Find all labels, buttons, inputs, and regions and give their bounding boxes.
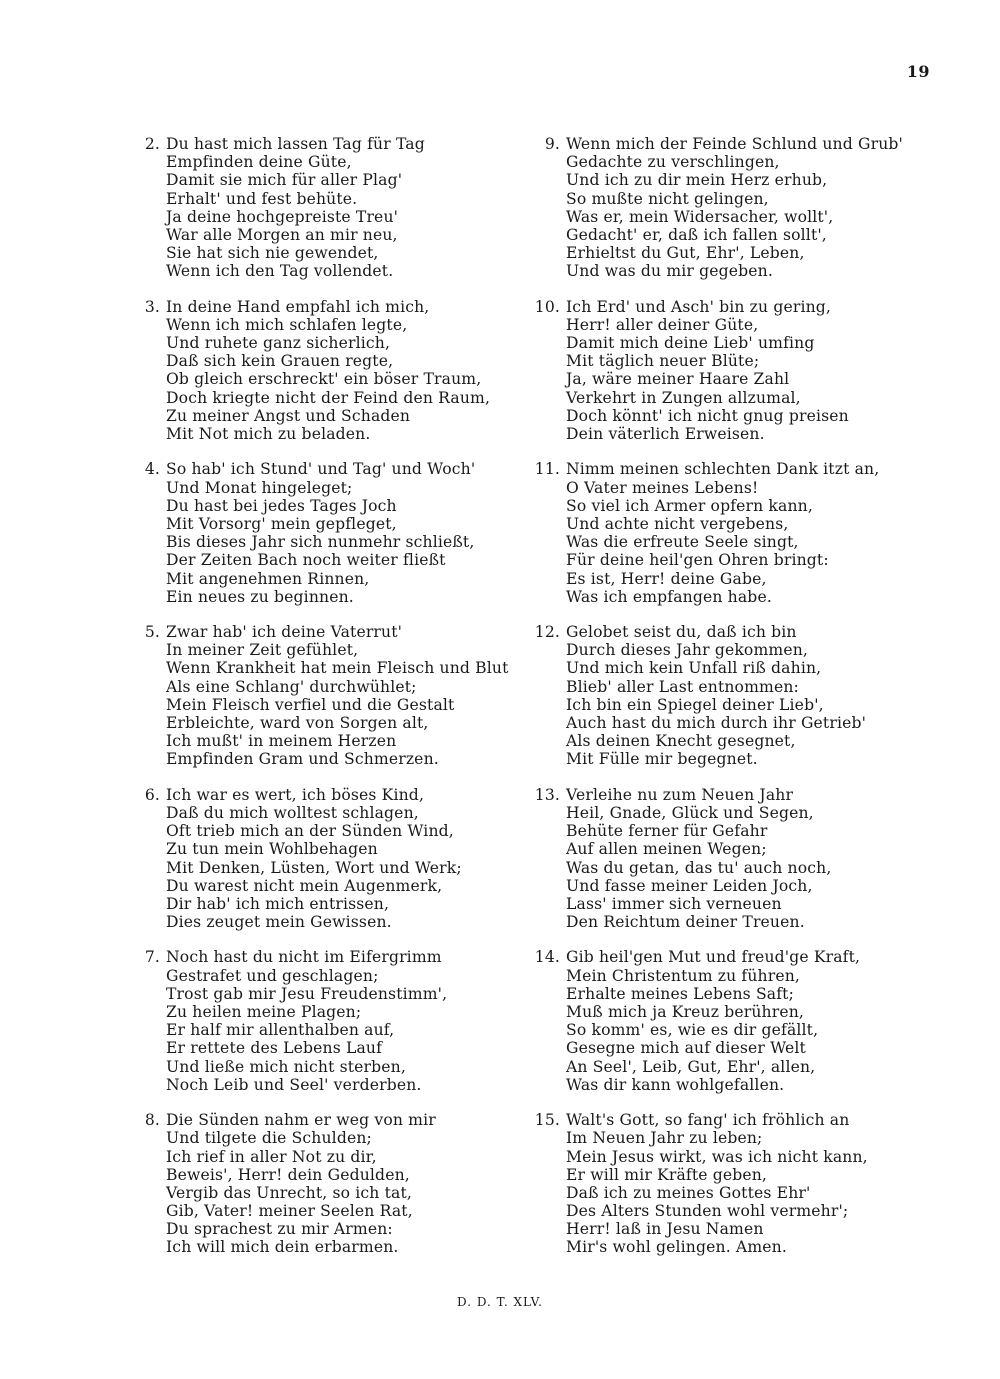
verse-line	[130, 877, 490, 895]
verse-text: So viel ich Armer opfern kann,	[566, 496, 813, 515]
verse-line	[530, 1003, 890, 1021]
verse-text: Du hast mich lassen Tag für Tag	[166, 135, 425, 153]
verse-line	[130, 352, 490, 370]
stanza	[530, 1111, 890, 1257]
verse-text: Und Monat hingeleget;	[166, 478, 353, 497]
verse-text: Du warest nicht mein Augenmerk,	[166, 876, 443, 895]
verse-line	[130, 497, 490, 515]
stanza-number: 15.	[534, 1111, 560, 1130]
verse-text: Wenn mich der Feinde Schlund und Grub'	[566, 135, 903, 153]
verse-text: Was die erfreute Seele singt,	[566, 533, 799, 552]
verse-line	[530, 948, 890, 966]
verse-text: Daß du mich wolltest schlagen,	[166, 803, 419, 822]
verse-text: Ich war es wert, ich böses Kind,	[166, 785, 425, 804]
verse-line	[130, 1058, 490, 1076]
verse-line	[530, 588, 890, 606]
verse-line	[130, 641, 490, 659]
verse-line	[130, 1129, 490, 1147]
verse-line	[530, 1184, 890, 1202]
verse-text: Du sprachest zu mir Armen:	[166, 1220, 393, 1239]
verse-line	[530, 750, 890, 768]
verse-line	[130, 460, 490, 478]
verse-line	[530, 298, 890, 316]
verse-line	[530, 515, 890, 533]
verse-line	[130, 1111, 490, 1129]
right-column	[530, 135, 903, 1274]
verse-line	[130, 570, 490, 588]
verse-line	[530, 732, 890, 750]
verse-text: Oft trieb mich an der Sünden Wind,	[166, 822, 454, 841]
verse-text: Mein Jesus wirkt, was ich nicht kann,	[566, 1147, 868, 1166]
verse-line	[530, 1220, 890, 1238]
verse-line	[530, 370, 890, 388]
verse-line	[130, 298, 490, 316]
verse-line	[530, 967, 890, 985]
verse-line	[530, 714, 890, 732]
verse-line	[530, 479, 890, 497]
verse-line	[130, 370, 490, 388]
stanza	[130, 786, 490, 932]
verse-text: Ich rief in aller Not zu dir,	[166, 1147, 377, 1166]
verse-text: Ich bin ein Spiegel deiner Lieb',	[566, 695, 824, 714]
verse-text: Was er, mein Widersacher, wollt',	[566, 207, 834, 226]
verse-text: Heil, Gnade, Glück und Segen,	[566, 803, 814, 822]
verse-line	[530, 1039, 890, 1057]
verse-text: Dein väterlich Erweisen.	[566, 425, 765, 443]
verse-text: Mein Fleisch verfiel und die Gestalt	[166, 695, 455, 714]
verse-text: Wenn ich den Tag vollendet.	[166, 262, 394, 281]
verse-text: Du hast bei jedes Tages Joch	[166, 496, 397, 515]
verse-line	[130, 840, 490, 858]
verse-text: Damit mich deine Lieb' umfing	[566, 334, 815, 353]
verse-text: Gib heil'gen Mut und freud'ge Kraft,	[566, 948, 861, 967]
verse-text: In deine Hand empfahl ich mich,	[166, 297, 430, 316]
verse-line	[130, 714, 490, 732]
verse-line	[530, 786, 890, 804]
verse-text: An Seel', Leib, Gut, Ehr', allen,	[566, 1057, 816, 1076]
verse-line	[130, 1202, 490, 1220]
verse-text: Ich Erd' und Asch' bin zu gering,	[566, 297, 832, 316]
verse-text: Der Zeiten Bach noch weiter fließt	[166, 551, 446, 570]
verse-text: Ich will mich dein erbarmen.	[166, 1238, 399, 1257]
stanza-number: 14.	[534, 948, 560, 967]
verse-line	[130, 623, 490, 641]
stanza	[130, 948, 490, 1094]
verse-line	[530, 153, 890, 171]
verse-line	[130, 208, 490, 226]
verse-line	[530, 1076, 890, 1094]
verse-line	[530, 208, 890, 226]
verse-text: War alle Morgen an mir neu,	[166, 225, 398, 244]
verse-line	[530, 533, 890, 551]
verse-text: Lass' immer sich verneuen	[566, 894, 782, 913]
verse-line	[530, 985, 890, 1003]
verse-text: Was dir kann wohlgefallen.	[566, 1075, 785, 1094]
stanza-number: 12.	[534, 623, 560, 642]
verse-text: Noch Leib und Seel' verderben.	[166, 1075, 422, 1094]
verse-line	[530, 244, 890, 262]
stanza	[530, 298, 890, 444]
verse-line	[530, 895, 890, 913]
verse-text: Bis dieses Jahr sich nunmehr schließt,	[166, 533, 475, 552]
verse-line	[130, 153, 490, 171]
verse-text: Er will mir Kräfte geben,	[566, 1165, 768, 1184]
verse-line	[530, 171, 890, 189]
verse-text: Und achte nicht vergebens,	[566, 514, 789, 533]
verse-text: Des Alters Stunden wohl vermehr';	[566, 1202, 849, 1221]
verse-text: Ich mußt' in meinem Herzen	[166, 732, 397, 751]
stanza-number: 3.	[144, 297, 160, 316]
verse-text: So komm' es, wie es dir gefällt,	[566, 1021, 819, 1040]
verse-text: Dir hab' ich mich entrissen,	[166, 894, 390, 913]
stanza	[130, 298, 490, 444]
verse-text: Behüte ferner für Gefahr	[566, 822, 768, 841]
verse-text: Und tilgete die Schulden;	[166, 1129, 372, 1148]
verse-text: Gestrafet und geschlagen;	[166, 966, 379, 985]
verse-text: Die Sünden nahm er weg von mir	[166, 1111, 436, 1130]
verse-text: Und ich zu dir mein Herz erhub,	[566, 171, 828, 190]
verse-line	[130, 479, 490, 497]
verse-text: Vergib das Unrecht, so ich tat,	[166, 1183, 412, 1202]
verse-text: Es ist, Herr! deine Gabe,	[566, 569, 767, 588]
stanza-number: 9.	[544, 135, 560, 153]
verse-line	[530, 877, 890, 895]
verse-text: Mit angenehmen Rinnen,	[166, 569, 370, 588]
verse-text: Nimm meinen schlechten Dank itzt an,	[566, 460, 880, 479]
verse-text: Gelobet seist du, daß ich bin	[566, 623, 797, 642]
verse-line	[130, 696, 490, 714]
verse-line	[530, 659, 890, 677]
verse-text: Verleihe nu zum Neuen Jahr	[566, 785, 794, 804]
verse-text: Erhalte meines Lebens Saft;	[566, 984, 794, 1003]
verse-text: In meiner Zeit gefühlet,	[166, 641, 359, 660]
verse-line	[530, 460, 890, 478]
verse-text: Mit täglich neuer Blüte;	[566, 352, 760, 371]
verse-text: O Vater meines Lebens!	[566, 478, 759, 497]
verse-text: Den Reichtum deiner Treuen.	[566, 913, 805, 932]
verse-text: Trost gab mir Jesu Freudenstimm',	[166, 984, 448, 1003]
verse-text: Herr! laß in Jesu Namen	[566, 1220, 764, 1239]
stanza-number: 10.	[534, 297, 560, 316]
verse-line	[530, 551, 890, 569]
verse-line	[530, 1021, 890, 1039]
verse-text: Gedacht' er, daß ich fallen sollt',	[566, 225, 827, 244]
verse-text: Mit Vorsorg' mein gepfleget,	[166, 514, 397, 533]
verse-text: Sie hat sich nie gewendet,	[166, 244, 379, 263]
verse-line	[130, 1238, 490, 1256]
verse-line	[130, 913, 490, 931]
verse-line	[130, 822, 490, 840]
verse-text: Erbleichte, ward von Sorgen alt,	[166, 714, 429, 732]
verse-text: Und was du mir gegeben.	[566, 262, 773, 281]
verse-line	[130, 1148, 490, 1166]
stanza-number: 13.	[534, 785, 560, 804]
verse-line	[530, 913, 890, 931]
verse-text: Im Neuen Jahr zu leben;	[566, 1129, 763, 1148]
verse-text: Mein Christentum zu führen,	[566, 966, 800, 985]
stanza-number: 5.	[144, 623, 160, 642]
verse-line	[130, 425, 490, 443]
verse-line	[130, 551, 490, 569]
verse-line	[130, 316, 490, 334]
verse-line	[130, 515, 490, 533]
verse-text: Zu meiner Angst und Schaden	[166, 406, 411, 425]
stanza-number: 2.	[144, 135, 160, 153]
verse-line	[530, 804, 890, 822]
stanza	[530, 135, 903, 281]
verse-text: Wenn ich mich schlafen legte,	[166, 315, 408, 334]
verse-text: Daß ich zu meines Gottes Ehr'	[566, 1183, 811, 1202]
verse-line	[130, 533, 490, 551]
verse-text: Was ich empfangen habe.	[566, 587, 772, 606]
stanza	[530, 623, 890, 769]
verse-line	[530, 1148, 890, 1166]
verse-line	[130, 786, 490, 804]
stanza	[530, 948, 890, 1094]
verse-line	[130, 135, 490, 153]
verse-line	[530, 262, 890, 280]
verse-text: So mußte nicht gelingen,	[566, 189, 769, 208]
verse-line	[130, 190, 490, 208]
stanza	[530, 460, 890, 606]
verse-line	[130, 334, 490, 352]
verse-text: Noch hast du nicht im Eifergrimm	[166, 948, 442, 967]
verse-line	[130, 750, 490, 768]
verse-line	[530, 425, 890, 443]
stanza	[130, 1111, 490, 1257]
verse-line	[530, 641, 890, 659]
stanza-number: 4.	[144, 460, 160, 479]
verse-line	[130, 659, 509, 678]
verse-line	[530, 859, 890, 877]
stanza-number: 8.	[144, 1111, 160, 1130]
verse-text: Er half mir allenthalben auf,	[166, 1021, 395, 1040]
verse-text: Ein neues zu beginnen.	[166, 587, 354, 606]
verse-line	[130, 732, 490, 750]
verse-text: Er rettete des Lebens Lauf	[166, 1039, 383, 1058]
verse-line	[530, 389, 890, 407]
verse-line	[530, 1111, 890, 1129]
verse-line	[530, 696, 890, 714]
verse-text: Verkehrt in Zungen allzumal,	[566, 388, 801, 407]
verse-text: Blieb' aller Last entnommen:	[566, 677, 799, 696]
verse-line	[130, 967, 490, 985]
stanza-number: 7.	[144, 948, 160, 967]
verse-line	[530, 840, 890, 858]
verse-line	[130, 678, 490, 696]
verse-line	[530, 1238, 890, 1256]
verse-text: Gib, Vater! meiner Seelen Rat,	[166, 1202, 413, 1221]
verse-line	[130, 1166, 490, 1184]
verse-text: So hab' ich Stund' und Tag' und Woch'	[166, 460, 476, 479]
verse-line	[130, 895, 490, 913]
verse-text: Und fasse meiner Leiden Joch,	[566, 876, 813, 895]
verse-line	[130, 1076, 490, 1094]
verse-line	[530, 678, 890, 696]
verse-text: Mit Not mich zu beladen.	[166, 425, 371, 443]
verse-text: Doch kriegte nicht der Feind den Raum,	[166, 388, 491, 407]
verse-line	[130, 389, 490, 407]
verse-text: Wenn Krankheit hat mein Fleisch und Blut	[166, 659, 509, 678]
verse-text: Doch könnt' ich nicht gnug preisen	[566, 406, 849, 425]
verse-line	[530, 1058, 890, 1076]
verse-line	[530, 822, 890, 840]
verse-line	[530, 226, 890, 244]
verse-text: Und ließe mich nicht sterben,	[166, 1057, 406, 1076]
verse-text: Auf allen meinen Wegen;	[566, 840, 767, 859]
verse-line	[530, 135, 903, 153]
verse-text: Mir's wohl gelingen. Amen.	[566, 1238, 787, 1257]
verse-line	[130, 804, 490, 822]
verse-line	[130, 1003, 490, 1021]
verse-text: Durch dieses Jahr gekommen,	[566, 641, 809, 660]
verse-text: Erhieltst du Gut, Ehr', Leben,	[566, 244, 805, 263]
verse-line	[130, 1039, 490, 1057]
verse-line	[530, 190, 890, 208]
stanza	[530, 786, 890, 932]
verse-text: Zu heilen meine Plagen;	[166, 1003, 362, 1021]
verse-line	[130, 985, 490, 1003]
verse-text: Für deine heil'gen Ohren bringt:	[566, 551, 829, 570]
verse-line	[530, 1166, 890, 1184]
verse-text: Beweis', Herr! dein Gedulden,	[166, 1165, 410, 1184]
verse-line	[130, 262, 490, 280]
verse-text: Daß sich kein Grauen regte,	[166, 352, 394, 371]
verse-line	[530, 570, 890, 588]
verse-text: Dies zeuget mein Gewissen.	[166, 913, 392, 932]
verse-text: Zu tun mein Wohlbehagen	[166, 840, 378, 859]
verse-line	[130, 859, 490, 877]
stanza	[130, 135, 490, 281]
verse-text: Gesegne mich auf dieser Welt	[566, 1039, 806, 1058]
verse-line	[130, 244, 490, 262]
verse-line	[530, 1202, 890, 1220]
verse-text: Auch hast du mich durch ihr Getrieb'	[566, 714, 867, 732]
verse-text: Muß mich ja Kreuz berühren,	[566, 1003, 805, 1021]
verse-line	[130, 1021, 490, 1039]
verse-text: Zwar hab' ich deine Vaterrut'	[166, 623, 403, 642]
verse-text: Was du getan, das tu' auch noch,	[566, 858, 832, 877]
verse-text: Als eine Schlang' durchwühlet;	[166, 677, 417, 696]
verse-text: Ja, wäre meiner Haare Zahl	[566, 370, 790, 389]
verse-line	[130, 171, 490, 189]
verse-text: Mit Denken, Lüsten, Wort und Werk;	[166, 858, 462, 877]
verse-line	[130, 1184, 490, 1202]
stanza-number: 6.	[144, 785, 160, 804]
verse-text: Damit sie mich für aller Plag'	[166, 171, 403, 190]
verse-text: Als deinen Knecht gesegnet,	[566, 732, 796, 751]
verse-line	[530, 623, 890, 641]
verse-text: Empfinden Gram und Schmerzen.	[166, 750, 439, 769]
verse-line	[530, 1129, 890, 1147]
verse-text: Empfinden deine Güte,	[166, 153, 352, 172]
verse-text: Und mich kein Unfall riß dahin,	[566, 659, 822, 678]
verse-line	[130, 407, 490, 425]
stanza	[130, 623, 509, 769]
stanza	[130, 460, 490, 606]
verse-text: Walt's Gott, so fang' ich fröhlich an	[566, 1111, 850, 1130]
verse-text: Ja deine hochgepreiste Treu'	[166, 207, 399, 226]
verse-text: Ob gleich erschreckt' ein böser Traum,	[166, 370, 482, 389]
verse-text: Gedachte zu verschlingen,	[566, 153, 780, 172]
stanza-number: 11.	[534, 460, 560, 479]
verse-text: Erhalt' und fest behüte.	[166, 189, 358, 208]
verse-line	[130, 1220, 490, 1238]
page-footer: D. D. T. XLV.	[457, 1295, 543, 1309]
verse-line	[130, 226, 490, 244]
verse-line	[530, 334, 890, 352]
verse-line	[530, 316, 890, 334]
verse-line	[530, 352, 890, 370]
verse-line	[530, 407, 890, 425]
verse-line	[130, 588, 490, 606]
verse-line	[130, 948, 490, 966]
left-column	[130, 135, 509, 1274]
verse-text: Herr! aller deiner Güte,	[566, 315, 759, 334]
verse-text: Mit Fülle mir begegnet.	[566, 750, 758, 769]
page-number: 19	[906, 62, 930, 81]
verse-text: Und ruhete ganz sicherlich,	[166, 334, 391, 353]
verse-line	[530, 497, 890, 515]
